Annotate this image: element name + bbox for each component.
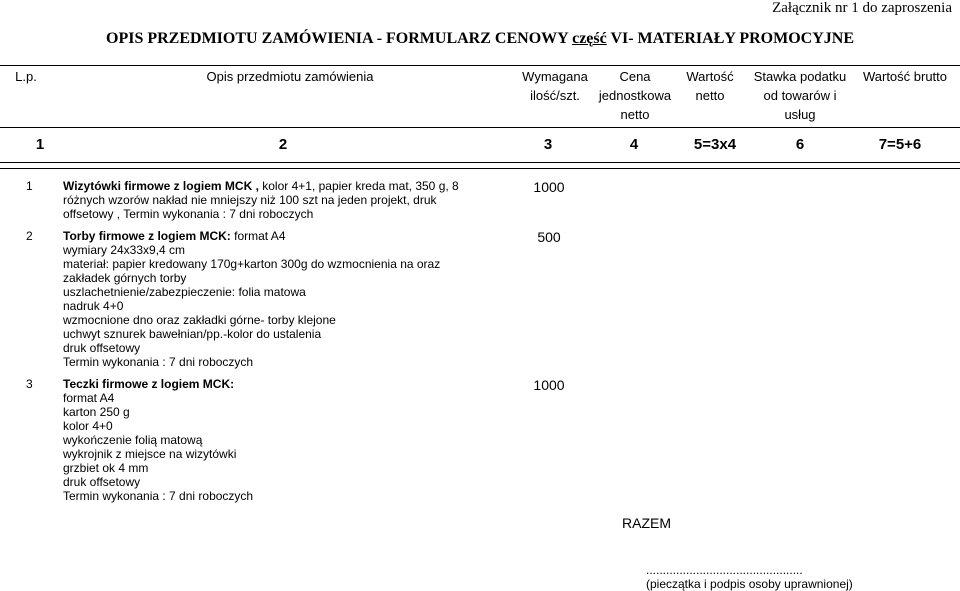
header-ilosc-line1: Wymagana [522, 69, 588, 84]
item-row-2 [26, 229, 506, 371]
header-opis: Opis przedmiotu zamówienia [206, 69, 374, 84]
item-line: Termin wykonania : 7 dni roboczych [63, 355, 254, 369]
item-description [63, 229, 483, 369]
attachment-note: Załącznik nr 1 do zaproszenia [772, 0, 952, 16]
item-number: 3 [26, 377, 33, 391]
item-line: uszlachetnienie/zabezpieczenie: folia matowa [63, 285, 306, 299]
item-line: wzmocnione dno oraz zakładki górne- torby klejone [63, 313, 336, 327]
item-description [63, 377, 483, 503]
header-wartosc-netto [670, 67, 750, 105]
item-line: uchwyt sznurek bawełnian/pp.-kolor do ustalenia [63, 327, 322, 341]
item-row-1 [26, 179, 506, 223]
title-part: część [572, 30, 607, 47]
item-line: offsetowy , Termin wykonania : 7 dni roboczych [63, 207, 314, 221]
item-number: 2 [26, 229, 33, 243]
header-stawka-line1: Stawka podatku [753, 69, 847, 84]
header-stawka-line2: od towarów i [763, 88, 837, 103]
col-number-4: 4 [629, 136, 639, 153]
title-suffix: VI- MATERIAŁY PROMOCYJNE [606, 30, 854, 47]
col-number-5: 5=3x4 [693, 136, 737, 153]
header-cena-line3: netto [620, 107, 650, 122]
signature-caption: (pieczątka i podpis osoby uprawnionej) [646, 577, 853, 591]
item-first-line [63, 377, 483, 391]
header-cena-line2: jednostkowa [598, 88, 672, 103]
item-line: format A4 [63, 391, 115, 405]
item-line: wykrojnik z miejsce na wizytówki [63, 447, 237, 461]
item-line: nadruk 4+0 [63, 299, 124, 313]
header-top-line [0, 65, 960, 66]
header-bottom-line [0, 127, 960, 128]
item-text: kolor 4+1, papier kreda mat, 350 g, 8 [258, 179, 459, 193]
item-text: format A4 [230, 229, 286, 243]
item-lead: Wizytówki firmowe z logiem MCK , [63, 179, 259, 193]
item-line: karton 250 g [63, 405, 130, 419]
header-cena-line1: Cena [619, 69, 651, 84]
item-lead: Teczki firmowe z logiem MCK: [63, 377, 235, 391]
header-cena [590, 67, 680, 124]
document-title [0, 30, 960, 48]
item-row-3 [26, 377, 506, 507]
header-lp: L.p. [15, 69, 37, 84]
item-line: grzbiet ok 4 mm [63, 461, 149, 475]
item-qty-1: 1000 [533, 179, 565, 195]
item-line: druk offsetowy [63, 475, 141, 489]
header-stawka-line3: usług [784, 107, 816, 122]
item-line: Termin wykonania : 7 dni roboczych [63, 489, 254, 503]
header-stawka [745, 67, 855, 124]
header-ilosc-line2: ilość/szt. [530, 88, 580, 103]
col-number-7: 7=5+6 [878, 136, 922, 153]
item-number: 1 [26, 179, 33, 193]
title-prefix: OPIS PRZEDMIOTU ZAMÓWIENIA - FORMULARZ CENOWY [106, 30, 573, 47]
header-wartosc-netto-line1: Wartość [686, 69, 734, 84]
numbers-bottom-line [0, 162, 960, 163]
item-line: materiał: papier kredowany 170g+karton 300g do wzmocnienia na oraz [63, 257, 441, 271]
col-number-3: 3 [543, 136, 553, 153]
razem-label: RAZEM [622, 515, 671, 531]
item-line: druk offsetowy [63, 341, 141, 355]
item-line: różnych wzorów nakład nie mniejszy niż 100 szt na jeden projekt, druk [63, 193, 437, 207]
item-first-line [63, 229, 483, 243]
item-line: wykończenie folią matową [63, 433, 203, 447]
header-wartosc-netto-line2: netto [695, 88, 725, 103]
item-qty-2: 500 [537, 229, 561, 245]
col-number-6: 6 [795, 136, 805, 153]
signature-dots: ............................................... [646, 563, 803, 577]
body-top-line [0, 168, 960, 169]
item-line: wymiary 24x33x9,4 cm [63, 243, 186, 257]
item-line: kolor 4+0 [63, 419, 113, 433]
col-number-2: 2 [278, 136, 288, 153]
item-qty-3: 1000 [533, 377, 565, 393]
item-line: zakładek górnych torby [63, 271, 187, 285]
item-lead: Torby firmowe z logiem MCK: [63, 229, 231, 243]
header-ilosc [510, 67, 600, 105]
header-wartosc-brutto: Wartość brutto [862, 69, 948, 84]
item-description [63, 179, 483, 221]
col-number-1: 1 [35, 136, 45, 153]
item-first-line [63, 179, 483, 193]
